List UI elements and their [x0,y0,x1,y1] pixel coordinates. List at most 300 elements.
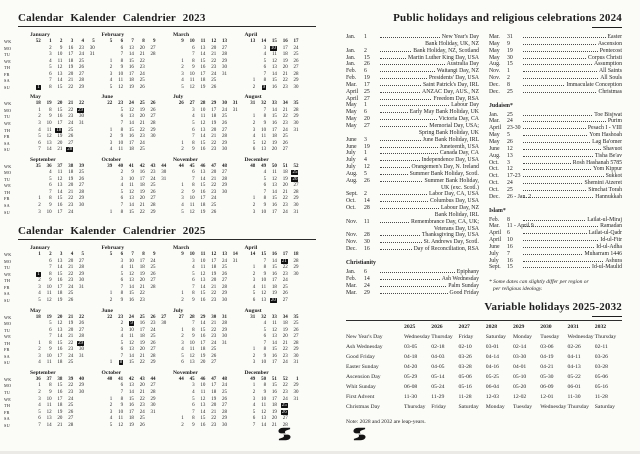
day-number: 7 [38,422,41,428]
day-number: 15 [57,340,63,346]
day-number: 19 [211,271,217,277]
day-number: 18 [211,389,217,395]
day-number: 20 [139,278,145,284]
day-number: 19 [282,327,288,333]
day-number: 12 [200,271,206,277]
day-number: 13 [57,258,63,264]
day-number: 27 [150,114,156,120]
day-row [102,423,174,430]
holiday-name: Ash Wednesday [441,275,479,282]
day-number: 18 [128,416,134,422]
holiday-day: 1 [37,84,40,90]
holiday-day: 3 [507,159,510,166]
day-number: 17 [57,353,63,359]
year-header: 2031 [567,324,579,331]
holiday-entry [489,173,622,180]
week-number: 1 [295,376,299,382]
week-number: 5 [81,252,84,258]
dotted-leader [380,194,427,195]
day-number: 26 [78,321,84,327]
dotted-leader [523,142,590,143]
weekday-label: SU [4,84,10,90]
day-number: 8 [263,383,267,389]
day-number: 2 [181,297,184,303]
day-number: 14 [128,52,134,58]
day-cell [102,298,113,305]
holiday-entry [346,102,479,109]
day-number: 19 [282,58,288,64]
day-number: 25 [78,170,84,176]
day-number: 5 [109,84,113,90]
day-number: 26 [221,121,227,127]
table-value: 11-28 [594,393,608,400]
day-number: 13 [128,383,134,389]
day-cell [173,210,184,217]
day-number: 15 [200,416,206,422]
day-number: 23 [211,147,217,153]
day-number: 8 [263,265,267,271]
day-cell [52,423,63,430]
day-number: 9 [263,121,267,127]
day-cell [102,210,113,217]
holiday-day: 14 [364,275,370,282]
day-number: 3 [38,396,41,402]
holiday-month: Sept. [346,191,358,198]
holiday-entry [489,230,622,237]
day-number: 15 [200,291,206,297]
holiday-name: June Bank Holiday, IRL [422,136,479,143]
table-value: 06-08 [404,383,418,390]
day-number: 28 [293,71,299,77]
day-number: 20 [211,278,217,284]
weekday-label: WE [4,58,12,64]
week-number: 38 [57,376,63,382]
day-number: 31 [78,353,84,359]
day-number: 23 [139,65,145,71]
day-number: 15 [57,107,63,113]
title-underline [592,316,622,317]
day-row [245,85,317,92]
day-number: 21 [68,265,74,271]
day-number: 15 [128,127,134,133]
day-number: 10 [46,284,52,290]
day-number: 18 [282,52,288,58]
day-number: 14 [271,340,277,346]
holiday-day: 17 [364,81,370,88]
day-number: 11 [129,183,134,189]
day-number: 23 [211,334,217,340]
day-cell [266,298,277,305]
day-number: 27 [221,127,227,133]
day-number: 29 [150,360,156,366]
dotted-leader [380,92,420,93]
holiday-day: 28 [364,232,370,239]
month-name: January [30,32,50,38]
holiday-day: 23-30 [507,125,521,132]
day-number: 15 [128,291,134,297]
day-cell [252,360,267,367]
holiday-entry [346,205,479,212]
holiday-entry [346,276,479,283]
weekday-label: FR [4,71,10,77]
weekday-label: TH [4,340,11,346]
day-number: 16 [139,321,145,327]
holiday-entry [489,153,622,160]
dotted-leader [380,242,422,243]
dotted-leader [523,51,598,52]
day-number: 24 [282,127,288,133]
day-number: 4 [109,78,113,84]
day-cell [277,360,288,367]
holiday-month: May [489,132,500,139]
day-cell [120,297,134,305]
day-number: 4 [192,114,195,120]
month-name: March [173,32,190,38]
day-number: 9 [49,114,52,120]
day-number: 3 [252,127,256,133]
holiday-entry [489,82,622,89]
day-number: 24 [282,396,288,402]
weekday-label: SA [4,78,10,84]
day-number: 7 [192,409,195,415]
day-row [102,360,174,367]
week-number: 9 [152,39,156,44]
week-number: 20 [57,314,63,320]
day-number: 7 [192,284,195,290]
day-number: 3 [192,258,195,264]
holiday-day: 12 [507,145,513,152]
mini-month-april [245,244,317,304]
holiday-month: May [346,122,357,129]
table-value: Tuesday [513,403,533,410]
holiday-month: Jan. [346,34,356,40]
day-cell [123,423,134,430]
day-number: 18 [57,291,63,297]
day-number: 23 [68,114,74,120]
dotted-leader [523,226,598,227]
day-cell [41,85,52,92]
week-number: 13 [250,39,256,44]
day-number: 17 [128,140,134,146]
day-number: 13 [271,183,277,189]
table-value: 12-02 [513,393,527,400]
holiday-day: 26 - Jan. 2 [507,193,532,200]
day-number: 4 [49,58,52,64]
day-number: 30 [293,84,299,90]
mini-month-february [102,31,174,91]
week-number: 20 [57,101,63,107]
table-value: 04-16 [485,363,500,370]
day-number: 26 [150,189,156,195]
week-number: 10 [189,39,195,44]
holiday-name: Orangemen's Day, N. Ireland [411,164,479,171]
day-cell [252,147,267,154]
day-number: 22 [282,78,288,84]
week-number: 9 [152,252,156,258]
holiday-day: 9 [507,40,510,47]
day-number: 29 [293,347,299,353]
month-name: March [173,245,190,252]
day-number: 29 [293,196,299,202]
holiday-name: Early May Bank Holiday, UK [409,109,479,116]
day-row [102,298,174,305]
dotted-leader [380,85,421,86]
day-cell [205,423,216,430]
holiday-month: April [489,230,502,237]
day-number: 21 [211,409,217,415]
day-number: 25 [78,58,84,64]
day-number: 27 [150,347,156,353]
holiday-month: Mar. [346,81,357,88]
mini-month-june [102,307,174,367]
day-cell [205,298,216,305]
week-number: 50 [271,163,277,169]
day-number: 4 [181,203,184,209]
table-value: 02-26 [567,343,581,350]
holiday-name: Freedom Day, RSA [433,95,479,102]
day-number: 4 [252,134,256,140]
day-number: 10 [128,258,134,264]
day-number: 16 [57,347,63,353]
day-number: 25 [139,147,145,153]
day-number: 6 [120,45,124,51]
day-number: 23 [139,297,145,303]
year-header: 2025 [404,324,416,331]
day-number: 23 [282,353,288,359]
table-value: Thursday [404,403,426,410]
day-number: 11 [200,265,206,271]
holiday-entry [346,48,479,55]
weekday-label: TH [4,65,11,71]
day-number: 4 [38,360,41,366]
dotted-leader [380,112,408,113]
day-number: 3 [120,327,124,333]
day-cell [195,298,206,305]
day-number: 29 [150,209,156,215]
day-number: 13 [57,183,63,189]
table-value: 05-24 [431,383,445,390]
day-number: 3 [109,71,113,77]
day-number: 11 [46,291,52,297]
holiday-entry [489,139,622,146]
day-row [102,85,174,92]
day-number: 14 [200,321,206,327]
day-number: 3 [109,140,113,146]
day-number: 16 [271,203,277,209]
day-cell [195,210,206,217]
table-row [346,333,622,343]
week-number: 22 [107,314,113,320]
holiday-name: All Souls [600,75,622,82]
week-number: 23 [118,101,124,107]
day-number: 13 [128,196,134,202]
holiday-month: Aug. [346,177,358,184]
day-number: 28 [293,258,299,264]
day-number: 22 [211,291,217,297]
holiday-entry [489,68,622,75]
day-number: 5 [38,409,41,415]
day-number: 17 [128,71,134,77]
day-number: 2 [120,321,124,327]
holiday-entry [346,116,479,123]
day-number: 2 [38,203,41,209]
holiday-name: Thanksgiving Day, USA [421,232,479,239]
day-number: 7 [263,258,267,264]
weekday-label: TU [4,265,11,271]
week-number: 22 [78,314,84,320]
day-cell [120,209,134,217]
table-value: 05-29 [404,373,418,380]
day-number: 21 [139,203,145,209]
day-cell [266,210,277,217]
day-number: 13 [46,416,52,422]
day-number: 19 [68,321,74,327]
day-number: 4 [38,403,41,409]
weekday-label: TU [4,176,11,182]
day-number: 10 [118,409,124,415]
day-number: 13 [261,297,267,303]
day-cell [173,147,184,154]
day-number: 14 [271,107,277,113]
holiday-entry [346,34,479,41]
weekday-label: SA [4,291,10,297]
day-number: 24 [282,360,288,366]
dotted-leader [523,64,592,65]
day-number: 20 [139,196,145,202]
day-cell [195,85,206,92]
day-cell [134,210,145,217]
week-number: 5 [92,39,95,44]
week-number: 9 [181,252,184,258]
holiday-entry [489,132,622,139]
day-number: 28 [221,134,227,140]
day-number: 25 [68,403,74,409]
day-number: 17 [200,71,206,77]
day-number: 6 [49,71,52,77]
holiday-name: Independence Day, USA [421,157,479,164]
day-number: 21 [139,121,145,127]
table-value: Tuesday [540,333,560,340]
day-number: 13 [57,327,63,333]
holiday-entry [489,258,622,265]
mini-month-october [102,369,174,429]
day-number: 14 [57,334,63,340]
holiday-month: Mar. [346,289,357,296]
dotted-leader [380,160,420,161]
day-number: 30 [161,170,167,176]
day-number: 13 [200,45,206,51]
day-number: 27 [150,196,156,202]
day-number: 11 [46,360,52,366]
day-number: 6 [49,258,52,264]
day-row [173,210,245,217]
day-number: 20 [139,114,145,120]
day-cell [245,360,256,367]
day-number: 21 [282,107,288,113]
day-number: 10 [200,383,206,389]
holiday-day: 26 [507,138,513,145]
holiday-name: Id-ul-Adha [596,243,622,250]
dotted-leader [380,126,427,127]
day-number: 20 [211,403,217,409]
day-number: 17 [68,52,74,58]
dotted-leader [380,181,422,182]
holiday-entry [346,68,479,75]
day-number: 13 [200,403,206,409]
day-number: 6 [38,140,41,146]
day-number: 28 [150,203,156,209]
holiday-day: 27 [364,95,370,102]
day-number: 22 [68,196,74,202]
day-number: 17 [139,176,145,182]
calendar-page [4,12,316,438]
day-number: 23 [282,84,288,90]
holiday-day: 3 [364,136,367,143]
holiday-name: Ramadan [600,223,622,230]
holidays-page [346,12,622,425]
day-number: 23 [68,278,74,284]
holiday-name: Yom Hashoah [589,132,622,139]
holiday-name: Day of Reconciliation, RSA [413,246,479,253]
day-number: 19 [128,422,134,428]
week-number: 52 [282,376,288,382]
holiday-name: Palm Sunday [448,282,479,289]
day-number: 13 [46,140,52,146]
holiday-name: Tisha Be'av [594,152,622,159]
holiday-month: Dec. [489,193,500,200]
day-number: 5 [109,422,113,428]
holiday-month: Aug. [489,152,501,159]
day-cell [102,423,113,430]
day-number: 14 [200,52,206,58]
day-number: 30 [293,353,299,359]
day-number: 9 [263,389,267,395]
day-number: 13 [200,170,206,176]
day-number: 12 [128,340,134,346]
holiday-month: Oct. [489,166,499,173]
day-number: 4 [181,347,184,353]
mini-month-march [173,244,245,304]
table-value: 03-01 [485,343,500,350]
day-number: 12 [57,65,63,71]
table-value: 04-13 [567,363,581,370]
holiday-name: Lag Ba'omer [592,138,622,145]
week-number: 26 [178,101,184,107]
holiday-day: 29 [364,289,370,296]
day-number: 15 [200,183,206,189]
holiday-day: 9 [262,84,266,90]
variable-holidays-title: Variable holidays 2025-2032 [484,301,622,314]
holiday-month: May [489,40,500,47]
day-cell [245,85,256,92]
day-number: 16 [128,65,134,71]
holiday-entry [489,217,622,224]
day-number: 23 [282,389,288,395]
holiday-entry [489,264,622,271]
table-value: 05-30 [540,373,554,380]
week-number: 26 [150,314,156,320]
day-row [245,298,317,305]
day-cell [134,147,145,154]
day-number: 25 [211,203,217,209]
week-number: 2 [49,252,52,258]
day-number: 15 [200,327,206,333]
holiday-name: Yom Kippur [593,166,622,173]
week-number: 34 [282,314,288,320]
day-number: 20 [68,71,74,77]
day-number: 30 [221,147,227,153]
dotted-leader [523,267,590,268]
